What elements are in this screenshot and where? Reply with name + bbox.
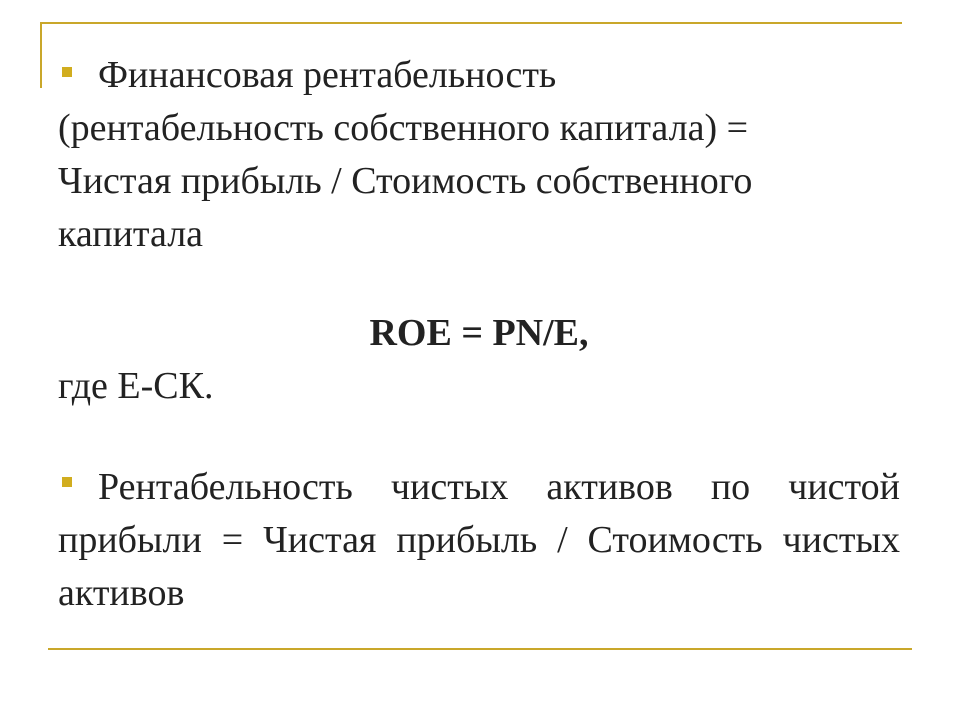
roe-formula: ROE = PN/E,	[369, 312, 589, 354]
bullet-2-text: Рентабельность чистых активов по чистой прибыли = Чистая прибыль / Стоимость чистых активов	[58, 466, 900, 614]
formula-where-note: где Е-СК.	[58, 365, 214, 407]
bullet-1-continuation: (рентабельность собственного капитала) = Чистая прибыль / Стоимость собственного капитала	[58, 107, 753, 255]
left-divider	[40, 22, 42, 88]
bullet-net-assets-profitability	[58, 461, 900, 620]
top-divider	[40, 22, 902, 24]
bottom-divider	[48, 648, 912, 650]
bullet-financial-profitability	[58, 49, 858, 261]
bullet-1-line-1: Финансовая рентабельность	[98, 54, 557, 96]
